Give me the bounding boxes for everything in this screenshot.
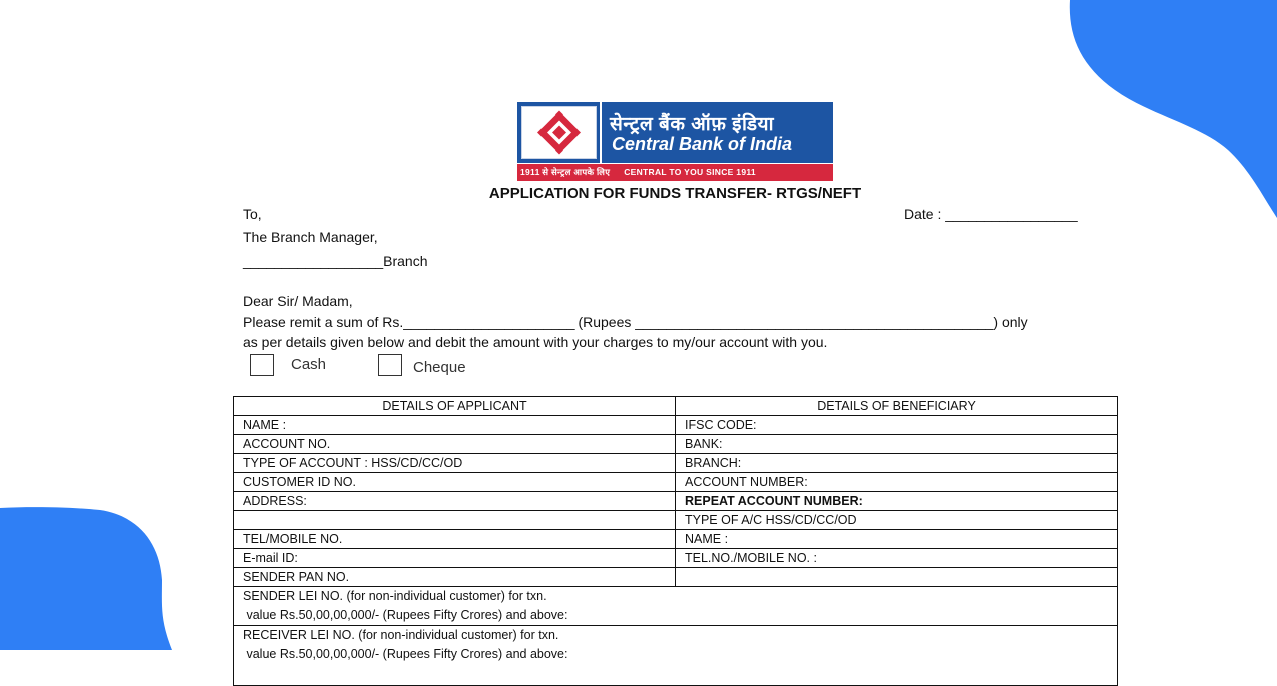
remit-amount-line[interactable]: Please remit a sum of Rs.______________________ (Rupees ______________________________________________) only <box>243 314 1028 330</box>
table-row <box>234 416 1118 435</box>
table-header-row <box>234 397 1118 416</box>
applicant-mobile-field[interactable]: TEL/MOBILE NO. <box>234 530 676 549</box>
sender-pan-field[interactable]: SENDER PAN NO. <box>234 568 676 587</box>
table-row <box>234 454 1118 473</box>
beneficiary-mobile-field[interactable]: TEL.NO./MOBILE NO. : <box>676 549 1118 568</box>
table-row <box>234 549 1118 568</box>
tagline-english: CENTRAL TO YOU SINCE 1911 <box>624 167 756 177</box>
beneficiary-ifsc-field[interactable]: IFSC CODE: <box>676 416 1118 435</box>
applicant-name-field[interactable]: NAME : <box>234 416 676 435</box>
table-row <box>234 511 1118 530</box>
applicant-address-field[interactable]: ADDRESS: <box>234 492 676 511</box>
applicant-account-type-field[interactable]: TYPE OF ACCOUNT : HSS/CD/CC/OD <box>234 454 676 473</box>
cash-label: Cash <box>291 356 327 373</box>
cheque-label: Cheque <box>413 359 466 376</box>
cash-checkbox[interactable] <box>250 354 274 376</box>
bank-name-hindi: सेन्ट्रल बैंक ऑफ़ इंडिया <box>610 114 774 135</box>
table-row-receiver-lei <box>234 626 1118 686</box>
decorative-blob-top-right <box>1060 0 1277 230</box>
table-row <box>234 473 1118 492</box>
sender-lei-label-line1: SENDER LEI NO. (for non-individual customer) for txn. <box>243 589 547 603</box>
receiver-lei-label-line1: RECEIVER LEI NO. (for non-individual customer) for txn. <box>243 628 559 642</box>
logo-tagline <box>517 164 833 181</box>
beneficiary-account-type-field[interactable]: TYPE OF A/C HSS/CD/CC/OD <box>676 511 1118 530</box>
table-row <box>234 568 1118 587</box>
bank-name-english: Central Bank of India <box>612 134 793 154</box>
beneficiary-branch-field[interactable]: BRANCH: <box>676 454 1118 473</box>
table-row <box>234 530 1118 549</box>
debit-instruction-line: as per details given below and debit the amount with your charges to my/our account with you. <box>243 334 828 350</box>
logo-divider <box>600 102 602 163</box>
tagline-hindi: 1911 से सेन्ट्रल आपके लिए <box>520 167 611 177</box>
salutation: Dear Sir/ Madam, <box>243 293 353 309</box>
beneficiary-name-field[interactable]: NAME : <box>676 530 1118 549</box>
receiver-lei-label-line2: value Rs.50,00,00,000/- (Rupees Fifty Crores) and above: <box>243 647 568 661</box>
applicant-email-field[interactable]: E-mail ID: <box>234 549 676 568</box>
receiver-lei-field[interactable] <box>234 626 1118 686</box>
beneficiary-bank-field[interactable]: BANK: <box>676 435 1118 454</box>
header-beneficiary: DETAILS OF BENEFICIARY <box>676 397 1118 416</box>
date-field[interactable]: Date : _________________ <box>904 206 1078 222</box>
branch-field[interactable]: __________________Branch <box>243 253 428 269</box>
table-row <box>234 435 1118 454</box>
decorative-blob-bottom-left <box>0 490 200 650</box>
address-recipient: The Branch Manager, <box>243 229 378 245</box>
bank-logo <box>517 102 833 182</box>
table-row-sender-lei <box>234 587 1118 626</box>
applicant-customer-id-field[interactable]: CUSTOMER ID NO. <box>234 473 676 492</box>
form-title: APPLICATION FOR FUNDS TRANSFER- RTGS/NEFT <box>488 185 862 202</box>
cheque-checkbox[interactable] <box>378 354 402 376</box>
address-to: To, <box>243 206 262 222</box>
applicant-account-field[interactable]: ACCOUNT NO. <box>234 435 676 454</box>
applicant-address-continued-field[interactable] <box>234 511 676 530</box>
header-applicant: DETAILS OF APPLICANT <box>234 397 676 416</box>
beneficiary-repeat-account-field[interactable]: REPEAT ACCOUNT NUMBER: <box>676 492 1118 511</box>
bank-emblem-icon <box>521 106 597 159</box>
logo-banner <box>517 102 833 163</box>
transfer-details-table <box>233 396 1118 686</box>
sender-lei-field[interactable] <box>234 587 1118 626</box>
table-row <box>234 492 1118 511</box>
beneficiary-blank-field[interactable] <box>676 568 1118 587</box>
beneficiary-account-number-field[interactable]: ACCOUNT NUMBER: <box>676 473 1118 492</box>
sender-lei-label-line2: value Rs.50,00,00,000/- (Rupees Fifty Crores) and above: <box>243 608 568 622</box>
